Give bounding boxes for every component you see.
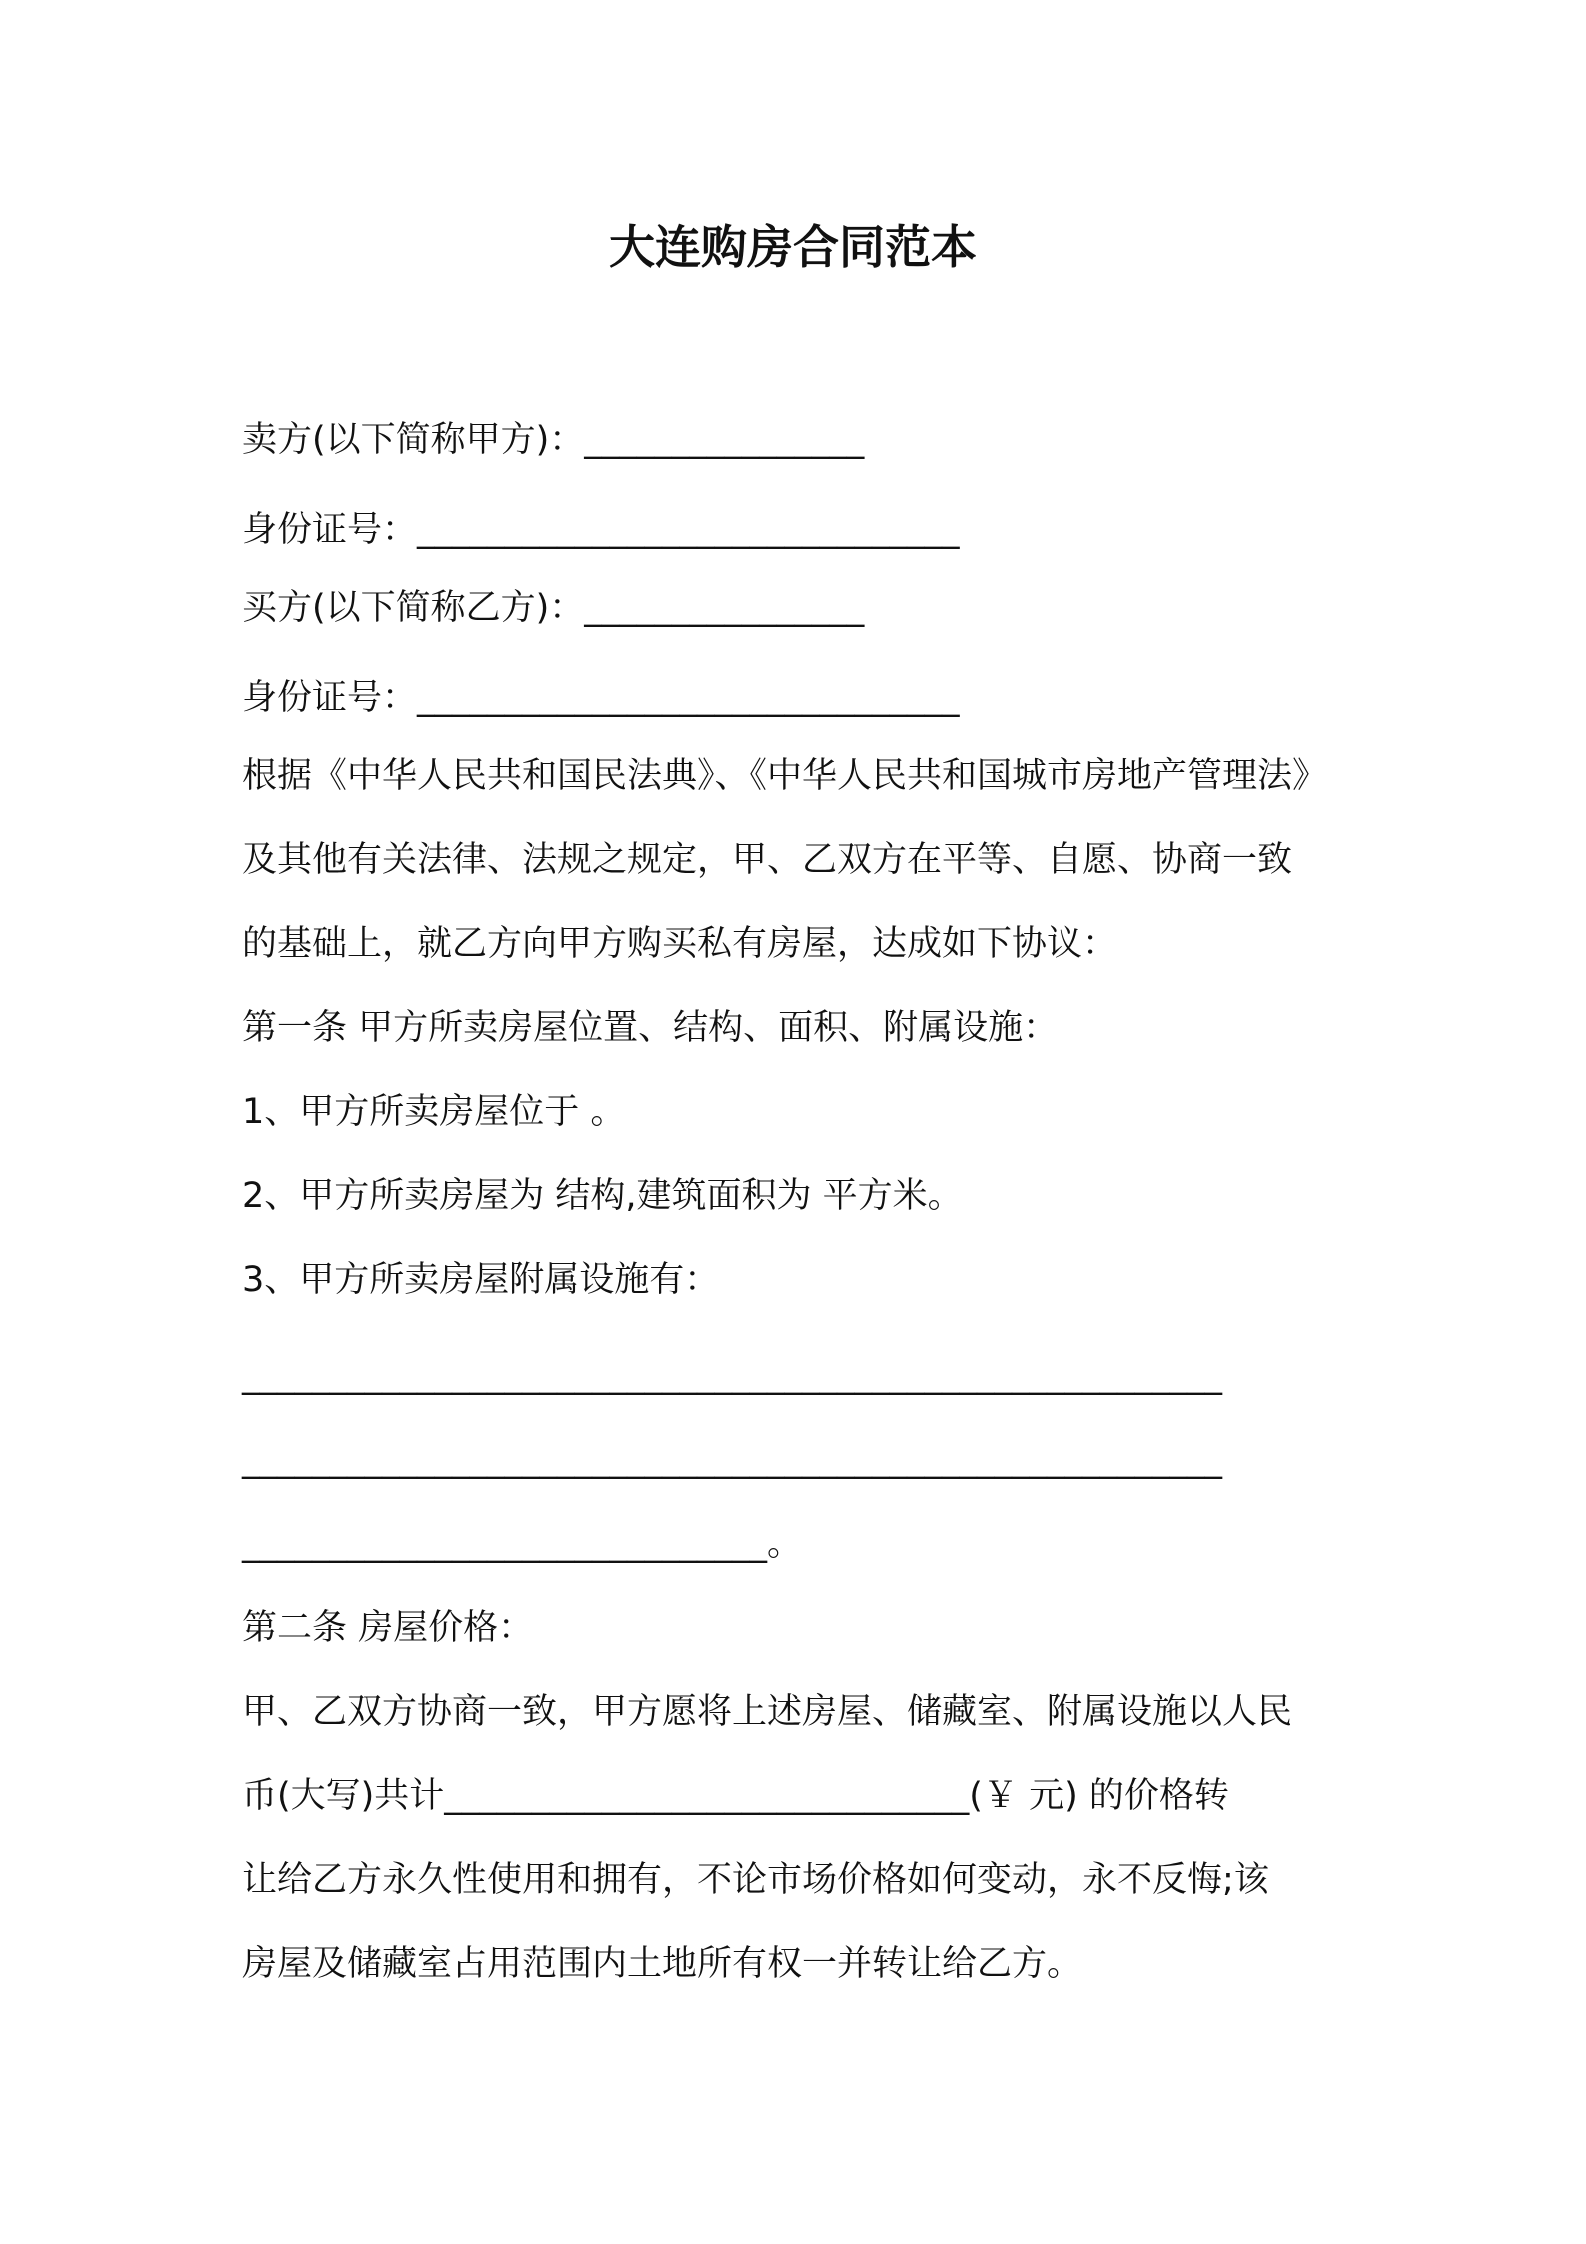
article-2-text-line: 币(大写)共计______________________________(￥ 元) 的价格转: [242, 1776, 1229, 1816]
preamble-line: 的基础上，就乙方向甲方购买私有房屋，达成如下协议：: [242, 924, 1118, 964]
article-2-text-line: 甲、乙双方协商一致，甲方愿将上述房屋、储藏室、附属设施以人民: [242, 1692, 1293, 1732]
blank-fill-line: ________________________________________________________: [242, 1440, 1222, 1480]
article-1-heading: 第一条 甲方所卖房屋位置、结构、面积、附属设施：: [242, 1008, 1059, 1048]
article-1-item-1: 1、甲方所卖房屋位于 。: [242, 1092, 626, 1132]
blank-fill-line: ________________________________________________________: [242, 1356, 1222, 1396]
article-1-item-2: 2、甲方所卖房屋为 结构,建筑面积为 平方米。: [242, 1176, 963, 1216]
article-2-heading: 第二条 房屋价格：: [242, 1608, 534, 1648]
article-2-text-line: 房屋及储藏室占用范围内土地所有权一并转让给乙方。: [242, 1944, 1083, 1984]
buyer-name-line: 买方(以下简称乙方)：________________: [242, 588, 865, 628]
article-2-text-line: 让给乙方永久性使用和拥有，不论市场价格如何变动，永不反悔;该: [242, 1860, 1269, 1900]
article-1-item-3: 3、甲方所卖房屋附属设施有：: [242, 1260, 720, 1300]
document-title: 大连购房合同范本: [609, 220, 977, 274]
preamble-line: 及其他有关法律、法规之规定，甲、乙双方在平等、自愿、协商一致: [242, 840, 1293, 880]
blank-fill-line: ______________________________。: [242, 1524, 803, 1564]
preamble-line: 根据《中华人民共和国民法典》、《中华人民共和国城市房地产管理法》: [242, 756, 1328, 796]
buyer-id-line: 身份证号：_______________________________: [242, 678, 960, 718]
seller-id-line: 身份证号：_______________________________: [242, 510, 960, 550]
seller-name-line: 卖方(以下简称甲方)：________________: [242, 420, 865, 460]
